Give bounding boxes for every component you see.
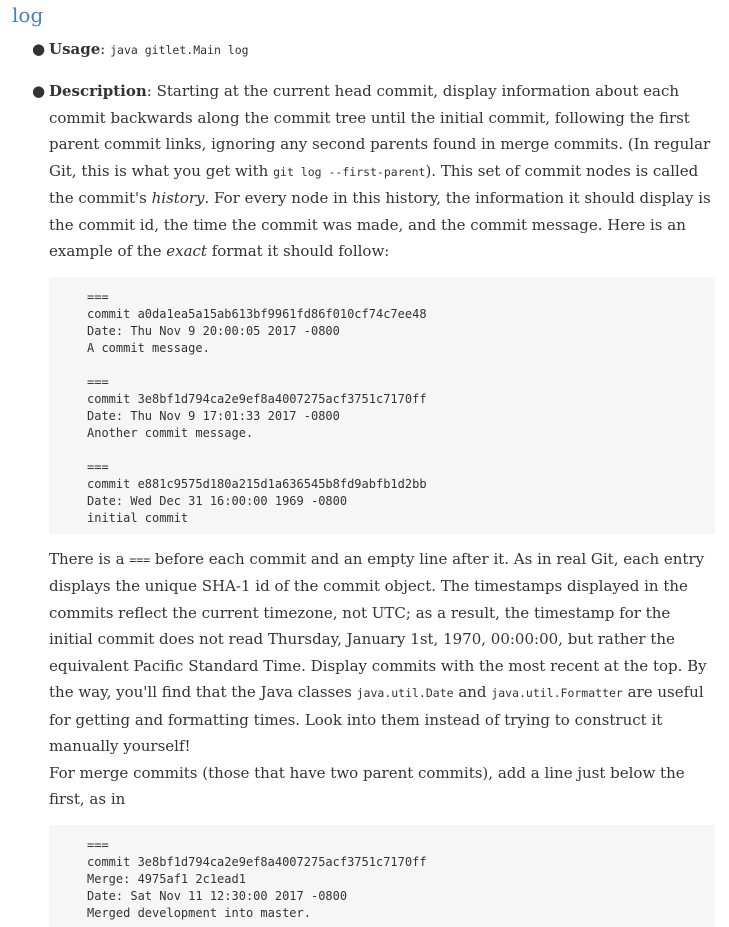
code-line: Date: Thu Nov 9 20:00:05 2017 -0800 <box>87 323 340 338</box>
code-line <box>87 442 715 459</box>
example-log-code-block <box>49 277 715 534</box>
merge-commits-paragraph: For merge commits (those that have two parent commits), add a line just below the first, as in <box>49 763 685 808</box>
code-line: === <box>87 289 109 304</box>
code-line: Merge: 4975af1 2c1ead1 <box>87 871 246 886</box>
usage-colon: : <box>100 40 111 58</box>
code-line: Another commit message. <box>87 425 254 440</box>
command-spec-list <box>12 37 714 927</box>
usage-item <box>32 37 714 62</box>
inline-code-separator: === <box>129 552 151 567</box>
inline-code-date-class: java.util.Date <box>356 686 454 700</box>
description-label: Description <box>49 82 147 100</box>
code-line: Date: Wed Dec 31 16:00:00 1969 -0800 <box>87 493 348 508</box>
code-line: === <box>87 374 109 389</box>
code-line: commit 3e8bf1d794ca2e9ef8a4007275acf3751c7170ff <box>87 854 427 869</box>
description-item <box>32 78 714 927</box>
emphasis-exact: exact <box>166 242 207 260</box>
code-line: === <box>87 459 109 474</box>
description-paragraph: Description: Starting at the current head commit, display information about each commit backwards along the commit tree until the initial commit, following the first parent commit links, ignoring any second parents found in merge commits. (In regular Git, this is what you get with git log --first-parent). This set of commit nodes is called the commit's history. For every node in this history, the information it should display is the commit id, the time the commit was made, and the commit message. Here is an example of the exact format it should follow: <box>49 82 711 260</box>
code-line: Date: Thu Nov 9 17:01:33 2017 -0800 <box>87 408 340 423</box>
code-line: Merged development into master. <box>87 905 311 920</box>
usage-command: java gitlet.Main log <box>110 43 249 57</box>
code-line: commit e881c9575d180a215d1a636545b8fd9abfb1d2bb <box>87 476 427 491</box>
merge-log-code-block <box>49 825 715 927</box>
section-title: log <box>12 3 44 27</box>
code-line: === <box>87 837 109 852</box>
code-line: commit a0da1ea5a15ab613bf9961fd86f010cf74c7ee48 <box>87 306 427 321</box>
bullet-icon: ● <box>32 40 46 58</box>
code-line: commit 3e8bf1d794ca2e9ef8a4007275acf3751c7170ff <box>87 391 427 406</box>
usage-label: Usage <box>49 40 101 58</box>
code-line: A commit message. <box>87 340 210 355</box>
inline-code-formatter-class: java.util.Formatter <box>491 686 623 700</box>
code-line <box>87 357 715 374</box>
emphasis-history: history <box>151 189 205 207</box>
timestamp-explanation-paragraph: There is a === before each commit and an empty line after it. As in real Git, each entry displays the unique SHA-1 id of the commit object. The timestamps displayed in the commits reflect the current timezone, not UTC; as a result, the timestamp for the initial commit does not read Thursday, January 1st, 1970, 00:00:00, but rather the equivalent Pacific Standard Time. Display commits with the most recent at the top. By the way, you'll find that the Java classes java.util.Date and java.util.Formatter are useful for getting and formatting times. Look into them instead of trying to construct it manually yourself! <box>49 549 707 755</box>
inline-code-first-parent: git log --first-parent <box>273 164 426 179</box>
code-line: initial commit <box>87 510 189 525</box>
code-line: Date: Sat Nov 11 12:30:00 2017 -0800 <box>87 888 348 903</box>
bullet-icon: ● <box>32 82 46 100</box>
